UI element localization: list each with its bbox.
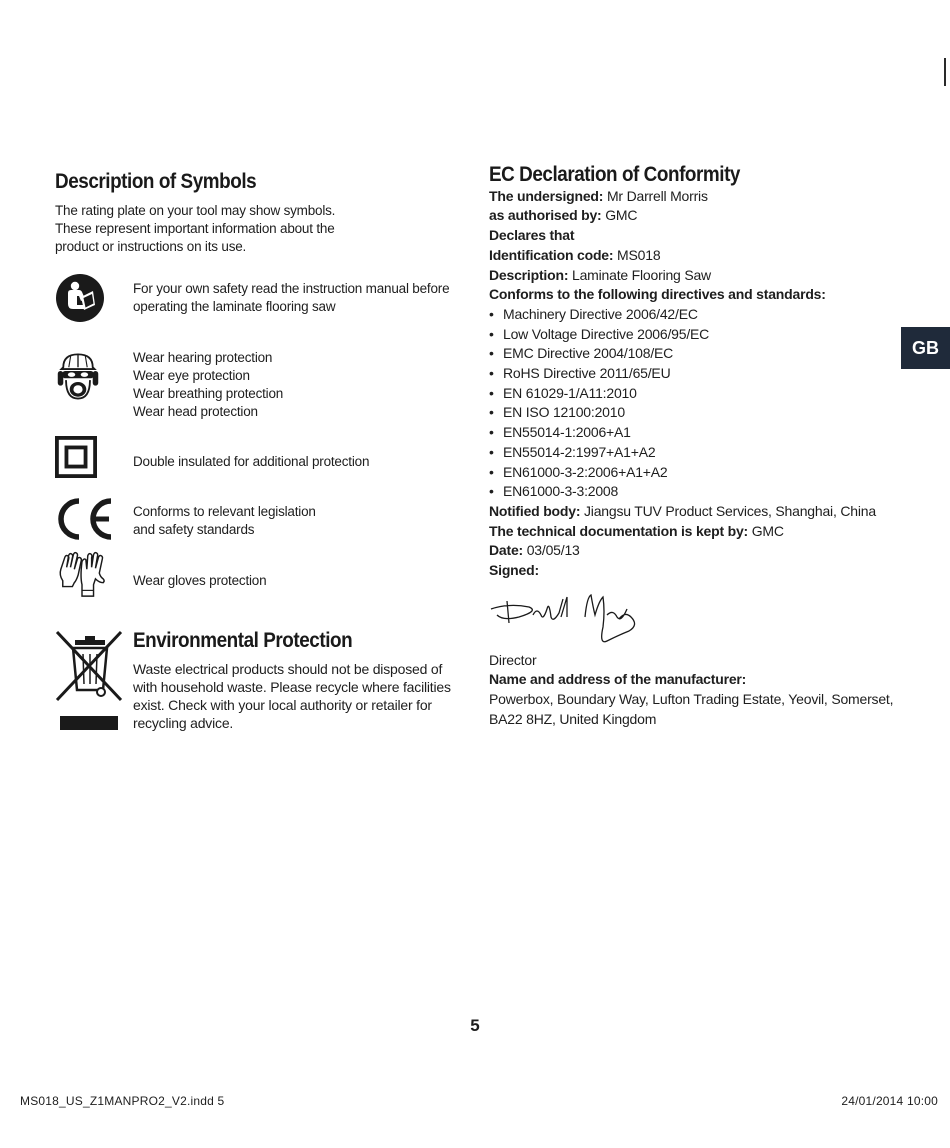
symbol-line: and safety standards	[133, 522, 255, 537]
authorised-value: GMC	[605, 207, 638, 224]
conforms-label: Conforms to the following directives and standards:	[489, 286, 826, 303]
undersigned-row	[489, 187, 909, 207]
authorised-label: as authorised by:	[489, 207, 602, 224]
ppe-head-icon	[55, 350, 101, 402]
environment-text: Waste electrical products should not be disposed of with household waste. Please recycle where facilities exist. Check with your local authority or retailer for recycling advice.	[133, 661, 451, 731]
authorised-row	[489, 206, 909, 226]
language-tab: GB	[901, 327, 950, 369]
techdoc-row	[489, 522, 909, 542]
symbols-intro: The rating plate on your tool may show symbols. These represent important information about the product or instructions on its use.	[55, 203, 336, 254]
directive-item: • RoHS Directive 2011/65/EU	[489, 365, 671, 382]
manufacturer-address-1: Powerbox, Boundary Way, Lufton Trading Estate, Yeovil, Somerset,	[489, 691, 894, 708]
directive-item: • EN ISO 12100:2010	[489, 404, 625, 421]
symbol-line: Wear gloves protection	[133, 573, 267, 588]
symbol-line: Wear breathing protection	[133, 386, 284, 401]
declares-row	[489, 226, 909, 246]
description-label: Description:	[489, 266, 569, 283]
directive-list	[489, 305, 909, 502]
manufacturer-label: Name and address of the manufacturer:	[489, 671, 747, 688]
symbol-line: Wear head protection	[133, 404, 258, 419]
symbol-line: For your own safety read the instruction manual before	[133, 281, 450, 296]
signature-image	[489, 587, 649, 647]
directive-item: • Low Voltage Directive 2006/95/EC	[489, 325, 710, 342]
declaration-title: EC Declaration of Conformity	[489, 163, 740, 186]
directive-item: • EN55014-2:1997+A1+A2	[489, 443, 656, 460]
id-row	[489, 246, 909, 266]
directive-item: • EN55014-1:2006+A1	[489, 424, 631, 441]
footer-timestamp: 24/01/2014 10:00	[841, 1094, 938, 1108]
directive-item: • EN61000-3-2:2006+A1+A2	[489, 463, 668, 480]
notified-row	[489, 502, 909, 522]
role: Director	[489, 651, 537, 668]
read-manual-icon	[55, 273, 105, 323]
symbols-title: Description of Symbols	[55, 170, 257, 193]
signed-label: Signed:	[489, 562, 539, 579]
signed-row	[489, 561, 909, 581]
footer-file: MS018_US_Z1MANPRO2_V2.indd 5	[20, 1094, 225, 1108]
notified-value: Jiangsu TUV Product Services, Shanghai, China	[584, 502, 876, 519]
date-row	[489, 541, 909, 561]
directive-item: • EMC Directive 2004/108/EC	[489, 345, 674, 362]
page-number: 5	[470, 1016, 480, 1035]
id-label: Identification code:	[489, 246, 614, 263]
conforms-row	[489, 285, 909, 305]
manufacturer-row	[489, 670, 909, 690]
description-value: Laminate Flooring Saw	[571, 266, 711, 283]
signature	[489, 581, 909, 651]
notified-label: Notified body:	[489, 502, 581, 519]
symbol-line: operating the laminate flooring saw	[133, 299, 336, 314]
crop-mark	[944, 58, 946, 86]
directive-item: • EN61000-3-3:2008	[489, 483, 619, 500]
double-insulated-icon	[55, 436, 97, 478]
techdoc-label: The technical documentation is kept by:	[489, 522, 749, 539]
undersigned-value: Mr Darrell Morris	[606, 187, 708, 204]
symbol-line: Conforms to relevant legislation	[133, 504, 316, 519]
directive-item: • EN 61029-1/A11:2010	[489, 384, 637, 401]
declares-label: Declares that	[489, 227, 575, 244]
date-value: 03/05/13	[526, 542, 580, 559]
description-row	[489, 266, 909, 286]
environment-title: Environmental Protection	[133, 629, 353, 652]
crossed-bin-icon	[55, 628, 125, 732]
directive-item: • Machinery Directive 2006/42/EC	[489, 305, 698, 322]
ce-mark-icon	[55, 497, 117, 541]
symbols-section	[55, 170, 455, 256]
id-value: MS018	[617, 246, 661, 263]
declaration-section	[489, 165, 909, 730]
date-label: Date:	[489, 542, 524, 559]
symbol-line: Wear hearing protection	[133, 350, 273, 365]
symbol-line: Wear eye protection	[133, 368, 250, 383]
symbol-line: Double insulated for additional protection	[133, 454, 370, 469]
undersigned-label: The undersigned:	[489, 187, 604, 204]
gloves-icon	[55, 550, 109, 600]
manufacturer-address-2: BA22 8HZ, United Kingdom	[489, 710, 657, 727]
techdoc-value: GMC	[751, 522, 784, 539]
